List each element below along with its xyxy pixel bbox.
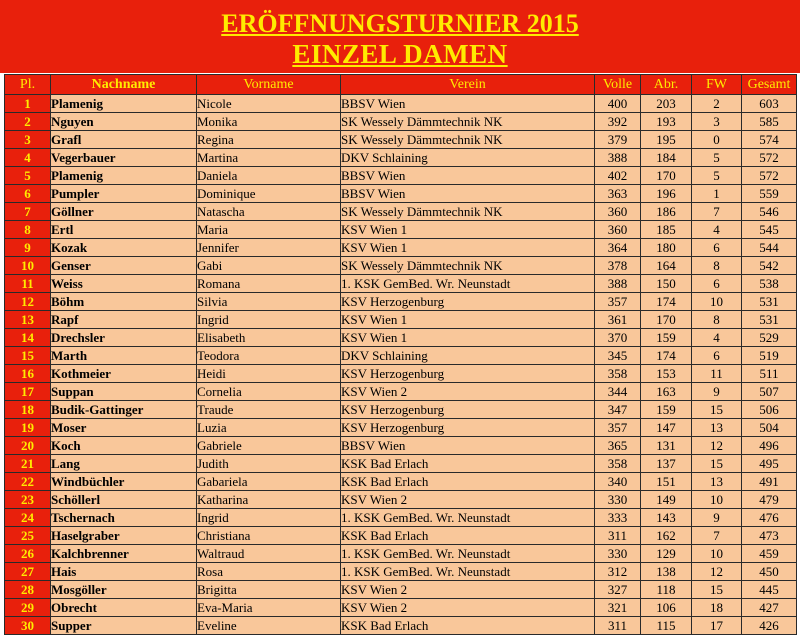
total-cell: 496	[742, 437, 797, 455]
place-cell: 26	[5, 545, 51, 563]
faults-cell: 6	[692, 275, 742, 293]
full-cell: 345	[595, 347, 641, 365]
club-cell: 1. KSK GemBed. Wr. Neunstadt	[341, 545, 595, 563]
full-cell: 360	[595, 221, 641, 239]
club-cell: BBSV Wien	[341, 185, 595, 203]
club-cell: KSK Bad Erlach	[341, 455, 595, 473]
lastname-cell: Haselgraber	[51, 527, 197, 545]
clear-cell: 151	[641, 473, 692, 491]
place-cell: 10	[5, 257, 51, 275]
faults-cell: 9	[692, 509, 742, 527]
lastname-cell: Kothmeier	[51, 365, 197, 383]
firstname-cell: Natascha	[197, 203, 341, 221]
firstname-cell: Gabriele	[197, 437, 341, 455]
place-cell: 25	[5, 527, 51, 545]
total-cell: 504	[742, 419, 797, 437]
clear-cell: 106	[641, 599, 692, 617]
club-cell: KSV Wien 1	[341, 239, 595, 257]
table-row	[5, 383, 797, 401]
total-cell: 426	[742, 617, 797, 635]
place-cell: 28	[5, 581, 51, 599]
full-cell: 340	[595, 473, 641, 491]
lastname-cell: Plamenig	[51, 167, 197, 185]
place-cell: 2	[5, 113, 51, 131]
lastname-cell: Kozak	[51, 239, 197, 257]
col-header-full: Volle	[595, 75, 641, 95]
lastname-cell: Vegerbauer	[51, 149, 197, 167]
firstname-cell: Gabi	[197, 257, 341, 275]
total-cell: 450	[742, 563, 797, 581]
faults-cell: 5	[692, 149, 742, 167]
faults-cell: 10	[692, 491, 742, 509]
clear-cell: 149	[641, 491, 692, 509]
full-cell: 330	[595, 491, 641, 509]
total-cell: 603	[742, 95, 797, 113]
full-cell: 365	[595, 437, 641, 455]
place-cell: 13	[5, 311, 51, 329]
place-cell: 12	[5, 293, 51, 311]
lastname-cell: Tschernach	[51, 509, 197, 527]
full-cell: 360	[595, 203, 641, 221]
table-row	[5, 527, 797, 545]
lastname-cell: Plamenig	[51, 95, 197, 113]
total-cell: 476	[742, 509, 797, 527]
club-cell: DKV Schlaining	[341, 347, 595, 365]
club-cell: KSV Wien 2	[341, 599, 595, 617]
full-cell: 364	[595, 239, 641, 257]
total-cell: 459	[742, 545, 797, 563]
clear-cell: 203	[641, 95, 692, 113]
place-cell: 18	[5, 401, 51, 419]
clear-cell: 170	[641, 311, 692, 329]
firstname-cell: Katharina	[197, 491, 341, 509]
club-cell: SK Wessely Dämmtechnik NK	[341, 203, 595, 221]
place-cell: 30	[5, 617, 51, 635]
total-cell: 546	[742, 203, 797, 221]
total-cell: 511	[742, 365, 797, 383]
table-row	[5, 185, 797, 203]
faults-cell: 9	[692, 383, 742, 401]
full-cell: 311	[595, 617, 641, 635]
club-cell: KSV Herzogenburg	[341, 401, 595, 419]
results-body	[5, 95, 797, 635]
clear-cell: 118	[641, 581, 692, 599]
firstname-cell: Christiana	[197, 527, 341, 545]
firstname-cell: Brigitta	[197, 581, 341, 599]
place-cell: 7	[5, 203, 51, 221]
full-cell: 327	[595, 581, 641, 599]
place-cell: 11	[5, 275, 51, 293]
place-cell: 6	[5, 185, 51, 203]
firstname-cell: Gabariela	[197, 473, 341, 491]
lastname-cell: Kalchbrenner	[51, 545, 197, 563]
place-cell: 24	[5, 509, 51, 527]
place-cell: 22	[5, 473, 51, 491]
firstname-cell: Teodora	[197, 347, 341, 365]
table-row	[5, 419, 797, 437]
lastname-cell: Rapf	[51, 311, 197, 329]
clear-cell: 186	[641, 203, 692, 221]
firstname-cell: Traude	[197, 401, 341, 419]
firstname-cell: Romana	[197, 275, 341, 293]
full-cell: 333	[595, 509, 641, 527]
faults-cell: 13	[692, 419, 742, 437]
table-row	[5, 239, 797, 257]
faults-cell: 5	[692, 167, 742, 185]
lastname-cell: Marth	[51, 347, 197, 365]
firstname-cell: Nicole	[197, 95, 341, 113]
total-cell: 427	[742, 599, 797, 617]
clear-cell: 131	[641, 437, 692, 455]
firstname-cell: Martina	[197, 149, 341, 167]
tournament-title: ERÖFFNUNGSTURNIER 2015	[221, 9, 579, 38]
club-cell: SK Wessely Dämmtechnik NK	[341, 257, 595, 275]
clear-cell: 184	[641, 149, 692, 167]
full-cell: 363	[595, 185, 641, 203]
col-header-firstname: Vorname	[197, 75, 341, 95]
place-cell: 14	[5, 329, 51, 347]
lastname-cell: Moser	[51, 419, 197, 437]
table-row	[5, 581, 797, 599]
full-cell: 370	[595, 329, 641, 347]
lastname-cell: Weiss	[51, 275, 197, 293]
full-cell: 357	[595, 293, 641, 311]
lastname-cell: Mosgöller	[51, 581, 197, 599]
club-cell: KSV Herzogenburg	[341, 293, 595, 311]
faults-cell: 7	[692, 527, 742, 545]
faults-cell: 18	[692, 599, 742, 617]
table-row	[5, 131, 797, 149]
full-cell: 330	[595, 545, 641, 563]
faults-cell: 10	[692, 545, 742, 563]
club-cell: BBSV Wien	[341, 437, 595, 455]
club-cell: KSV Herzogenburg	[341, 365, 595, 383]
full-cell: 321	[595, 599, 641, 617]
firstname-cell: Jennifer	[197, 239, 341, 257]
firstname-cell: Heidi	[197, 365, 341, 383]
total-cell: 574	[742, 131, 797, 149]
firstname-cell: Dominique	[197, 185, 341, 203]
firstname-cell: Ingrid	[197, 509, 341, 527]
full-cell: 347	[595, 401, 641, 419]
faults-cell: 7	[692, 203, 742, 221]
lastname-cell: Suppan	[51, 383, 197, 401]
results-table	[4, 74, 797, 635]
table-row	[5, 401, 797, 419]
firstname-cell: Eva-Maria	[197, 599, 341, 617]
full-cell: 388	[595, 275, 641, 293]
table-row	[5, 473, 797, 491]
firstname-cell: Judith	[197, 455, 341, 473]
col-header-club: Verein	[341, 75, 595, 95]
full-cell: 402	[595, 167, 641, 185]
club-cell: SK Wessely Dämmtechnik NK	[341, 113, 595, 131]
lastname-cell: Schöllerl	[51, 491, 197, 509]
total-cell: 519	[742, 347, 797, 365]
faults-cell: 1	[692, 185, 742, 203]
firstname-cell: Maria	[197, 221, 341, 239]
firstname-cell: Elisabeth	[197, 329, 341, 347]
place-cell: 27	[5, 563, 51, 581]
clear-cell: 164	[641, 257, 692, 275]
club-cell: KSV Wien 1	[341, 329, 595, 347]
table-row	[5, 203, 797, 221]
faults-cell: 0	[692, 131, 742, 149]
firstname-cell: Monika	[197, 113, 341, 131]
club-cell: DKV Schlaining	[341, 149, 595, 167]
place-cell: 5	[5, 167, 51, 185]
title-banner	[0, 0, 800, 73]
lastname-cell: Obrecht	[51, 599, 197, 617]
total-cell: 479	[742, 491, 797, 509]
total-cell: 495	[742, 455, 797, 473]
table-row	[5, 455, 797, 473]
club-cell: SK Wessely Dämmtechnik NK	[341, 131, 595, 149]
clear-cell: 162	[641, 527, 692, 545]
total-cell: 473	[742, 527, 797, 545]
header-row	[5, 75, 797, 95]
clear-cell: 143	[641, 509, 692, 527]
faults-cell: 15	[692, 401, 742, 419]
club-cell: KSV Herzogenburg	[341, 419, 595, 437]
full-cell: 344	[595, 383, 641, 401]
total-cell: 544	[742, 239, 797, 257]
full-cell: 311	[595, 527, 641, 545]
table-row	[5, 509, 797, 527]
col-header-place: Pl.	[5, 75, 51, 95]
faults-cell: 3	[692, 113, 742, 131]
clear-cell: 147	[641, 419, 692, 437]
place-cell: 1	[5, 95, 51, 113]
clear-cell: 153	[641, 365, 692, 383]
faults-cell: 6	[692, 347, 742, 365]
total-cell: 542	[742, 257, 797, 275]
place-cell: 20	[5, 437, 51, 455]
full-cell: 388	[595, 149, 641, 167]
full-cell: 378	[595, 257, 641, 275]
clear-cell: 138	[641, 563, 692, 581]
table-row	[5, 293, 797, 311]
firstname-cell: Rosa	[197, 563, 341, 581]
firstname-cell: Waltraud	[197, 545, 341, 563]
lastname-cell: Böhm	[51, 293, 197, 311]
faults-cell: 10	[692, 293, 742, 311]
clear-cell: 159	[641, 401, 692, 419]
total-cell: 531	[742, 293, 797, 311]
club-cell: KSK Bad Erlach	[341, 617, 595, 635]
clear-cell: 163	[641, 383, 692, 401]
table-row	[5, 365, 797, 383]
clear-cell: 185	[641, 221, 692, 239]
faults-cell: 11	[692, 365, 742, 383]
col-header-clear: Abr.	[641, 75, 692, 95]
full-cell: 392	[595, 113, 641, 131]
col-header-total: Gesamt	[742, 75, 797, 95]
full-cell: 312	[595, 563, 641, 581]
lastname-cell: Lang	[51, 455, 197, 473]
firstname-cell: Daniela	[197, 167, 341, 185]
faults-cell: 13	[692, 473, 742, 491]
total-cell: 491	[742, 473, 797, 491]
faults-cell: 4	[692, 221, 742, 239]
club-cell: KSV Wien 1	[341, 311, 595, 329]
clear-cell: 180	[641, 239, 692, 257]
firstname-cell: Eveline	[197, 617, 341, 635]
place-cell: 15	[5, 347, 51, 365]
table-row	[5, 311, 797, 329]
total-cell: 538	[742, 275, 797, 293]
club-cell: KSV Wien 2	[341, 383, 595, 401]
club-cell: KSK Bad Erlach	[341, 473, 595, 491]
faults-cell: 17	[692, 617, 742, 635]
place-cell: 4	[5, 149, 51, 167]
club-cell: 1. KSK GemBed. Wr. Neunstadt	[341, 275, 595, 293]
total-cell: 572	[742, 149, 797, 167]
place-cell: 17	[5, 383, 51, 401]
club-cell: BBSV Wien	[341, 167, 595, 185]
col-header-lastname: Nachname	[51, 75, 197, 95]
lastname-cell: Grafl	[51, 131, 197, 149]
lastname-cell: Genser	[51, 257, 197, 275]
clear-cell: 170	[641, 167, 692, 185]
table-row	[5, 347, 797, 365]
place-cell: 3	[5, 131, 51, 149]
total-cell: 585	[742, 113, 797, 131]
clear-cell: 193	[641, 113, 692, 131]
lastname-cell: Windbüchler	[51, 473, 197, 491]
faults-cell: 12	[692, 437, 742, 455]
place-cell: 19	[5, 419, 51, 437]
clear-cell: 195	[641, 131, 692, 149]
full-cell: 357	[595, 419, 641, 437]
table-row	[5, 599, 797, 617]
place-cell: 16	[5, 365, 51, 383]
clear-cell: 137	[641, 455, 692, 473]
faults-cell: 8	[692, 257, 742, 275]
club-cell: KSV Wien 2	[341, 581, 595, 599]
clear-cell: 150	[641, 275, 692, 293]
faults-cell: 12	[692, 563, 742, 581]
club-cell: KSK Bad Erlach	[341, 527, 595, 545]
lastname-cell: Drechsler	[51, 329, 197, 347]
clear-cell: 129	[641, 545, 692, 563]
col-header-faults: FW	[692, 75, 742, 95]
table-row	[5, 563, 797, 581]
lastname-cell: Supper	[51, 617, 197, 635]
firstname-cell: Luzia	[197, 419, 341, 437]
full-cell: 361	[595, 311, 641, 329]
faults-cell: 8	[692, 311, 742, 329]
full-cell: 358	[595, 365, 641, 383]
full-cell: 358	[595, 455, 641, 473]
club-cell: 1. KSK GemBed. Wr. Neunstadt	[341, 563, 595, 581]
lastname-cell: Pumpler	[51, 185, 197, 203]
clear-cell: 159	[641, 329, 692, 347]
firstname-cell: Cornelia	[197, 383, 341, 401]
lastname-cell: Nguyen	[51, 113, 197, 131]
faults-cell: 15	[692, 455, 742, 473]
lastname-cell: Göllner	[51, 203, 197, 221]
total-cell: 507	[742, 383, 797, 401]
faults-cell: 6	[692, 239, 742, 257]
table-row	[5, 221, 797, 239]
place-cell: 23	[5, 491, 51, 509]
faults-cell: 2	[692, 95, 742, 113]
total-cell: 545	[742, 221, 797, 239]
clear-cell: 196	[641, 185, 692, 203]
full-cell: 379	[595, 131, 641, 149]
lastname-cell: Koch	[51, 437, 197, 455]
firstname-cell: Ingrid	[197, 311, 341, 329]
faults-cell: 15	[692, 581, 742, 599]
table-row	[5, 437, 797, 455]
total-cell: 529	[742, 329, 797, 347]
place-cell: 21	[5, 455, 51, 473]
table-row	[5, 491, 797, 509]
place-cell: 8	[5, 221, 51, 239]
full-cell: 400	[595, 95, 641, 113]
lastname-cell: Budik-Gattinger	[51, 401, 197, 419]
clear-cell: 174	[641, 347, 692, 365]
lastname-cell: Hais	[51, 563, 197, 581]
category-title: EINZEL DAMEN	[292, 39, 508, 69]
lastname-cell: Ertl	[51, 221, 197, 239]
table-row	[5, 329, 797, 347]
total-cell: 445	[742, 581, 797, 599]
place-cell: 29	[5, 599, 51, 617]
table-row	[5, 257, 797, 275]
club-cell: 1. KSK GemBed. Wr. Neunstadt	[341, 509, 595, 527]
total-cell: 559	[742, 185, 797, 203]
table-row	[5, 275, 797, 293]
table-row	[5, 113, 797, 131]
table-row	[5, 167, 797, 185]
table-row	[5, 149, 797, 167]
total-cell: 531	[742, 311, 797, 329]
place-cell: 9	[5, 239, 51, 257]
total-cell: 572	[742, 167, 797, 185]
table-row	[5, 545, 797, 563]
club-cell: KSV Wien 1	[341, 221, 595, 239]
club-cell: BBSV Wien	[341, 95, 595, 113]
firstname-cell: Regina	[197, 131, 341, 149]
faults-cell: 4	[692, 329, 742, 347]
clear-cell: 174	[641, 293, 692, 311]
clear-cell: 115	[641, 617, 692, 635]
firstname-cell: Silvia	[197, 293, 341, 311]
club-cell: KSV Wien 2	[341, 491, 595, 509]
table-row	[5, 95, 797, 113]
table-row	[5, 617, 797, 635]
total-cell: 506	[742, 401, 797, 419]
